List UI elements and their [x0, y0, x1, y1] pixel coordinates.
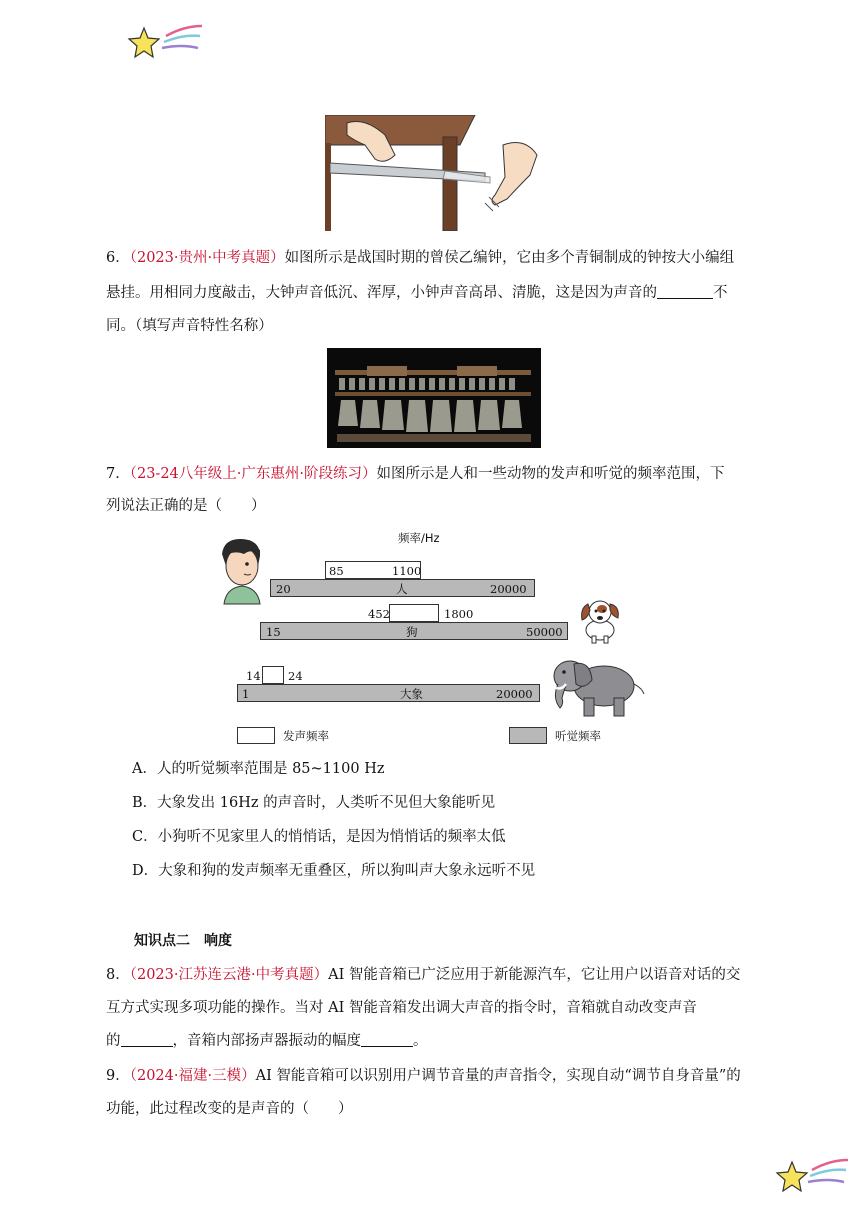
human-emit-min: 85	[329, 564, 344, 578]
q9-line1	[106, 1066, 741, 1086]
option-b[interactable]: B．大象发出 16Hz 的声音时，人类听不见但大象能听见	[132, 795, 496, 811]
elephant-emit-max: 24	[288, 669, 303, 683]
option-a[interactable]: A．人的听觉频率范围是 85~1100 Hz	[132, 761, 385, 777]
q6-line3	[106, 316, 273, 336]
q7-line1	[106, 464, 725, 484]
legend-hear-label: 听觉频率	[555, 729, 601, 743]
star-decoration-top	[126, 20, 204, 66]
dog-hear-min: 15	[266, 625, 281, 639]
q8-line3	[106, 1031, 428, 1051]
q8-text1: AI 智能音箱已广泛应用于新能源汽车，它让用户以语音对话的交	[328, 967, 741, 983]
q9-line2	[106, 1099, 353, 1119]
elephant-name: 大象	[400, 687, 423, 701]
q8-text2: 互方式实现多项功能的操作。当对 AI 智能音箱发出调大声音的指令时，音箱就自动改变声音	[106, 1000, 697, 1016]
elephant-hear-min: 1	[242, 687, 250, 701]
elephant-illustration	[544, 654, 648, 720]
q8-text3c: 。	[413, 1033, 428, 1049]
human-name: 人	[396, 582, 408, 596]
q9-text2: 功能，此过程改变的是声音的（ ）	[106, 1101, 353, 1117]
answer-blank[interactable]	[657, 284, 713, 299]
q9-text1: AI 智能音箱可以识别用户调节音量的声音指令，实现自动“调节自身音量”的	[255, 1068, 741, 1084]
dog-hear-max: 50000	[526, 625, 563, 639]
question-number: 6．	[106, 250, 130, 266]
star-icon	[129, 28, 159, 57]
legend-hear-swatch	[509, 727, 547, 744]
question-source: （2024·福建·三模）	[129, 1068, 256, 1084]
q6-line1	[106, 248, 734, 268]
legend-emit-swatch	[237, 727, 275, 744]
bianzhong-bells-photo	[327, 348, 541, 448]
answer-blank[interactable]	[361, 1032, 413, 1047]
human-hear-max: 20000	[490, 582, 527, 596]
dog-emit-max: 1800	[444, 607, 474, 621]
q6-text2b: 不	[713, 285, 728, 301]
option-c[interactable]: C．小狗听不见家里人的悄悄话，是因为悄悄话的频率太低	[132, 829, 506, 845]
answer-blank[interactable]	[121, 1032, 173, 1047]
elephant-hear-max: 20000	[496, 687, 533, 701]
boy-illustration	[216, 536, 268, 606]
question-number: 8．	[106, 967, 130, 983]
q7-text1: 如图所示是人和一些动物的发声和听觉的频率范围，下	[376, 466, 725, 482]
question-source: （2023·贵州·中考真题）	[129, 250, 285, 266]
q6-line2	[106, 283, 728, 303]
star-icon	[777, 1162, 807, 1191]
chart-title: 频率/Hz	[398, 531, 440, 545]
q6-text1: 如图所示是战国时期的曾侯乙编钟，它由多个青铜制成的钟按大小编组	[284, 250, 735, 266]
question-number: 9．	[106, 1068, 130, 1084]
star-decoration-bottom	[774, 1152, 852, 1198]
q8-line2	[106, 998, 697, 1018]
human-hear-min: 20	[276, 582, 291, 596]
q8-text3b: ，音箱内部扬声器振动的幅度	[172, 1033, 361, 1049]
section-heading: 知识点二 响度	[134, 933, 232, 949]
q8-line1	[106, 965, 740, 985]
q7-line2	[106, 496, 266, 516]
dog-emit-bar	[389, 604, 439, 622]
elephant-emit-bar	[262, 666, 284, 684]
question-number: 7．	[106, 466, 130, 482]
ruler-table-figure	[325, 115, 545, 231]
dog-illustration	[574, 594, 624, 644]
option-d[interactable]: D．大象和狗的发声频率无重叠区，所以狗叫声大象永远听不见	[132, 863, 536, 879]
question-source: （2023·江苏连云港·中考真题）	[129, 967, 329, 983]
dog-emit-min: 452	[368, 607, 390, 621]
q6-text2: 悬挂。用相同力度敲击，大钟声音低沉、浑厚，小钟声音高昂、清脆，这是因为声音的	[106, 285, 657, 301]
legend-emit-label: 发声频率	[283, 729, 329, 743]
human-emit-max: 1100	[392, 564, 422, 578]
q7-text2: 列说法正确的是（ ）	[106, 498, 266, 514]
q6-text3: 同。（填写声音特性名称）	[106, 318, 273, 334]
elephant-hear-bar	[237, 684, 540, 702]
q8-text3a: 的	[106, 1033, 121, 1049]
elephant-emit-min: 14	[246, 669, 261, 683]
question-source: （23-24八年级上·广东惠州·阶段练习）	[129, 466, 377, 482]
dog-name: 狗	[406, 625, 418, 639]
